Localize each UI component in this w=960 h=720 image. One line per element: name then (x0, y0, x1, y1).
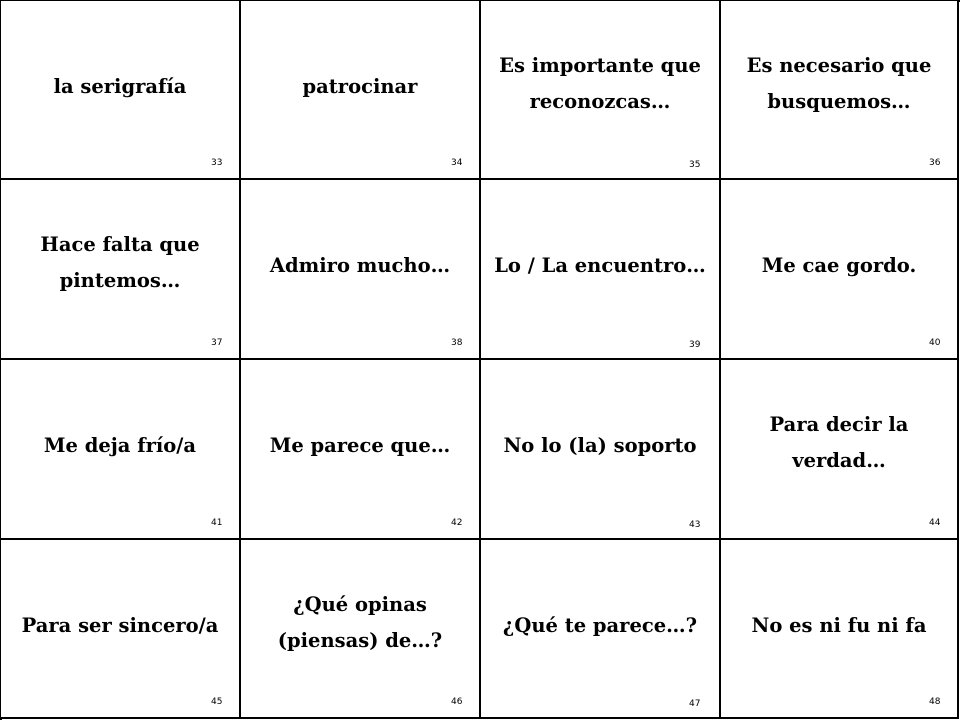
card-number: 48 (929, 697, 941, 707)
card-47 (481, 540, 721, 719)
card-text: Para decir la verdad… (769, 413, 909, 473)
card-text: Me cae gordo. (761, 254, 917, 278)
card-34 (241, 1, 481, 180)
card-number: 34 (451, 158, 463, 168)
card-number: 46 (451, 697, 463, 707)
card-text: Para ser sincero/a (21, 613, 219, 637)
card-grid (1, 1, 959, 719)
card-40 (721, 180, 959, 360)
card-number: 47 (689, 699, 701, 709)
card-number: 38 (451, 338, 463, 348)
card-number: 33 (211, 158, 223, 168)
card-number: 44 (929, 518, 941, 528)
card-text: No es ni fu ni fa (751, 613, 927, 637)
card-number: 39 (689, 340, 701, 350)
card-text: Me deja frío/a (43, 434, 197, 458)
card-number: 37 (211, 338, 223, 348)
card-42 (241, 360, 481, 540)
card-text: ¿Qué opinas (piensas) de…? (277, 592, 443, 652)
card-46 (241, 540, 481, 719)
card-number: 35 (689, 160, 701, 170)
card-number: 40 (929, 338, 941, 348)
card-text: Es importante que reconozcas… (499, 53, 701, 113)
card-number: 42 (451, 518, 463, 528)
card-text: Hace falta que pintemos… (40, 233, 200, 293)
card-text: Es necesario que busquemos… (746, 53, 932, 113)
card-41 (1, 360, 241, 540)
card-33 (1, 1, 241, 180)
card-44 (721, 360, 959, 540)
card-number: 45 (211, 697, 223, 707)
card-38 (241, 180, 481, 360)
card-number: 43 (689, 520, 701, 530)
card-43 (481, 360, 721, 540)
card-48 (721, 540, 959, 719)
card-text: Me parece que… (269, 434, 451, 458)
card-text: patrocinar (302, 74, 418, 98)
card-text: la serigrafía (53, 74, 187, 98)
card-45 (1, 540, 241, 719)
card-text: ¿Qué te parece…? (502, 613, 698, 637)
card-36 (721, 1, 959, 180)
card-text: Admiro mucho… (269, 254, 451, 278)
card-39 (481, 180, 721, 360)
card-text: Lo / La encuentro… (494, 254, 706, 278)
card-number: 36 (929, 158, 941, 168)
card-number: 41 (211, 518, 223, 528)
card-35 (481, 1, 721, 180)
card-text: No lo (la) soporto (503, 434, 697, 458)
card-37 (1, 180, 241, 360)
